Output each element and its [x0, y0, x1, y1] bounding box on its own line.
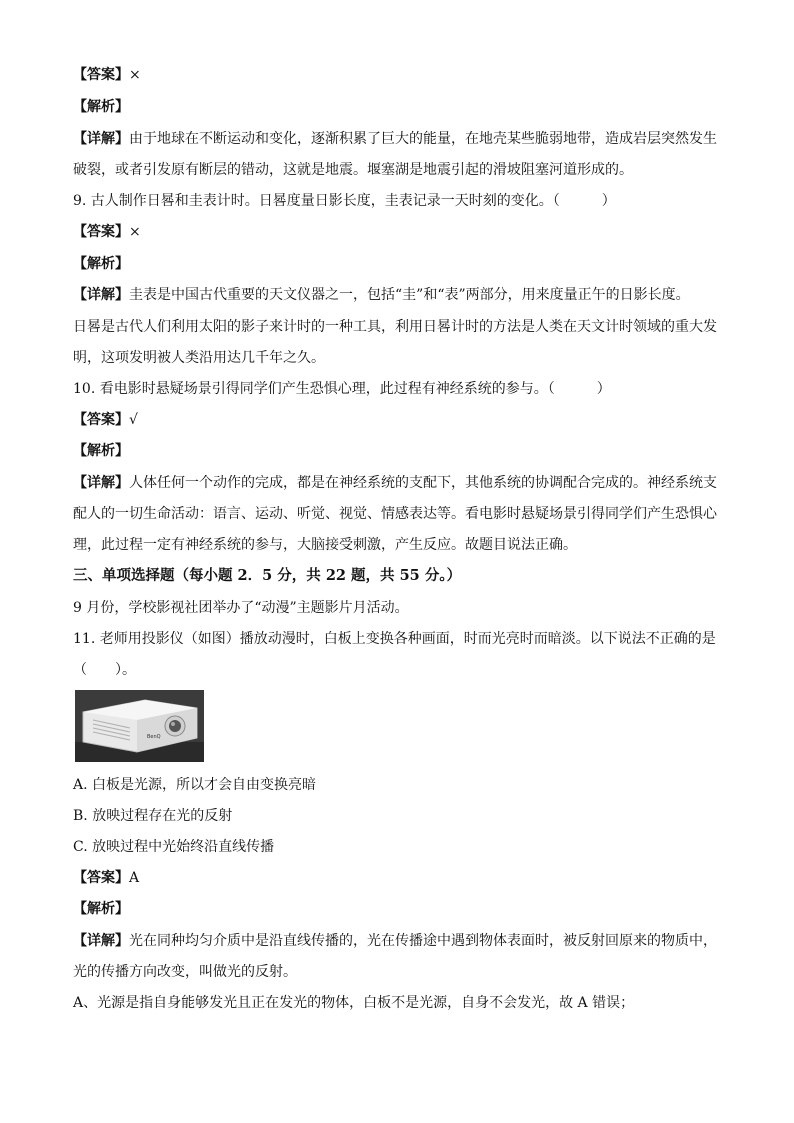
analysis-label: 【解析】 — [73, 443, 129, 459]
question-10: 10. 看电影时悬疑场景引得同学们产生恐惧心理，此过程有神经系统的参与。（ ） — [73, 381, 611, 397]
projector-photo — [75, 690, 204, 762]
explanation-line: 【详解】由于地球在不断运动和变化，逐渐积累了巨大的能量，在地壳某些脆弱地带，造成岩层突然发生 — [73, 131, 717, 147]
option-c: C. 放映过程中光始终沿直线传播 — [73, 839, 275, 855]
explanation-line: 配人的一切生命活动：语言、运动、听觉、视觉、情感表达等。看电影时悬疑场景引得同学们产生恐惧心 — [73, 506, 717, 522]
explanation-line: 理，此过程一定有神经系统的参与，大脑接受刺激，产生反应。故题目说法正确。 — [73, 537, 577, 553]
explanation-line: 【详解】圭表是中国古代重要的天文仪器之一，包括“圭”和“表”两部分，用来度量正午的日影长度。 — [73, 287, 690, 303]
brand-logo: BenQ — [147, 734, 161, 740]
answer-line: 【答案】× — [73, 67, 141, 83]
section-heading: 三、单项选择题（每小题 2．5 分，共 22 题，共 55 分。） — [73, 567, 462, 584]
answer-line: 【答案】× — [73, 224, 141, 240]
explanation-line: 【详解】人体任何一个动作的完成，都是在神经系统的支配下，其他系统的协调配合完成的。神经系统支 — [73, 475, 717, 491]
analysis-label: 【解析】 — [73, 256, 129, 272]
projector-icon — [75, 690, 204, 762]
analysis-label: 【解析】 — [73, 901, 129, 917]
explanation-line: 明，这项发明被人类沿用达几千年之久。 — [73, 350, 325, 366]
explanation-line: 日晷是古代人们利用太阳的影子来计时的一种工具，利用日晷计时的方法是人类在天文计时领域的重大发 — [73, 319, 717, 335]
explanation-line: 光的传播方向改变，叫做光的反射。 — [73, 964, 297, 980]
explanation-line: 【详解】光在同种均匀介质中是沿直线传播的，光在传播途中遇到物体表面时，被反射回原来的物质中， — [73, 933, 717, 949]
option-a: A. 白板是光源，所以才会自由变换亮暗 — [73, 777, 317, 793]
explanation-line: 破裂，或者引发原有断层的错动，这就是地震。堰塞湖是地震引起的滑坡阻塞河道形成的。 — [73, 162, 633, 178]
question-9: 9. 古人制作日晷和圭表计时。日晷度量日影长度，圭表记录一天时刻的变化。（ ） — [73, 193, 616, 209]
answer-line: 【答案】A — [73, 870, 140, 886]
answer-line: 【答案】√ — [73, 412, 138, 428]
context-line: 9 月份，学校影视社团举办了“动漫”主题影片月活动。 — [73, 600, 409, 616]
question-11-blank: （ ）。 — [73, 662, 136, 678]
analysis-label: 【解析】 — [73, 99, 129, 115]
explanation-line: A、光源是指自身能够发光且正在发光的物体，白板不是光源，自身不会发光，故 A 错误； — [73, 995, 635, 1011]
option-b: B. 放映过程存在光的反射 — [73, 808, 233, 824]
question-11: 11. 老师用投影仪（如图）播放动漫时，白板上变换各种画面，时而光亮时而暗淡。以下说法不正确的是 — [73, 631, 716, 647]
